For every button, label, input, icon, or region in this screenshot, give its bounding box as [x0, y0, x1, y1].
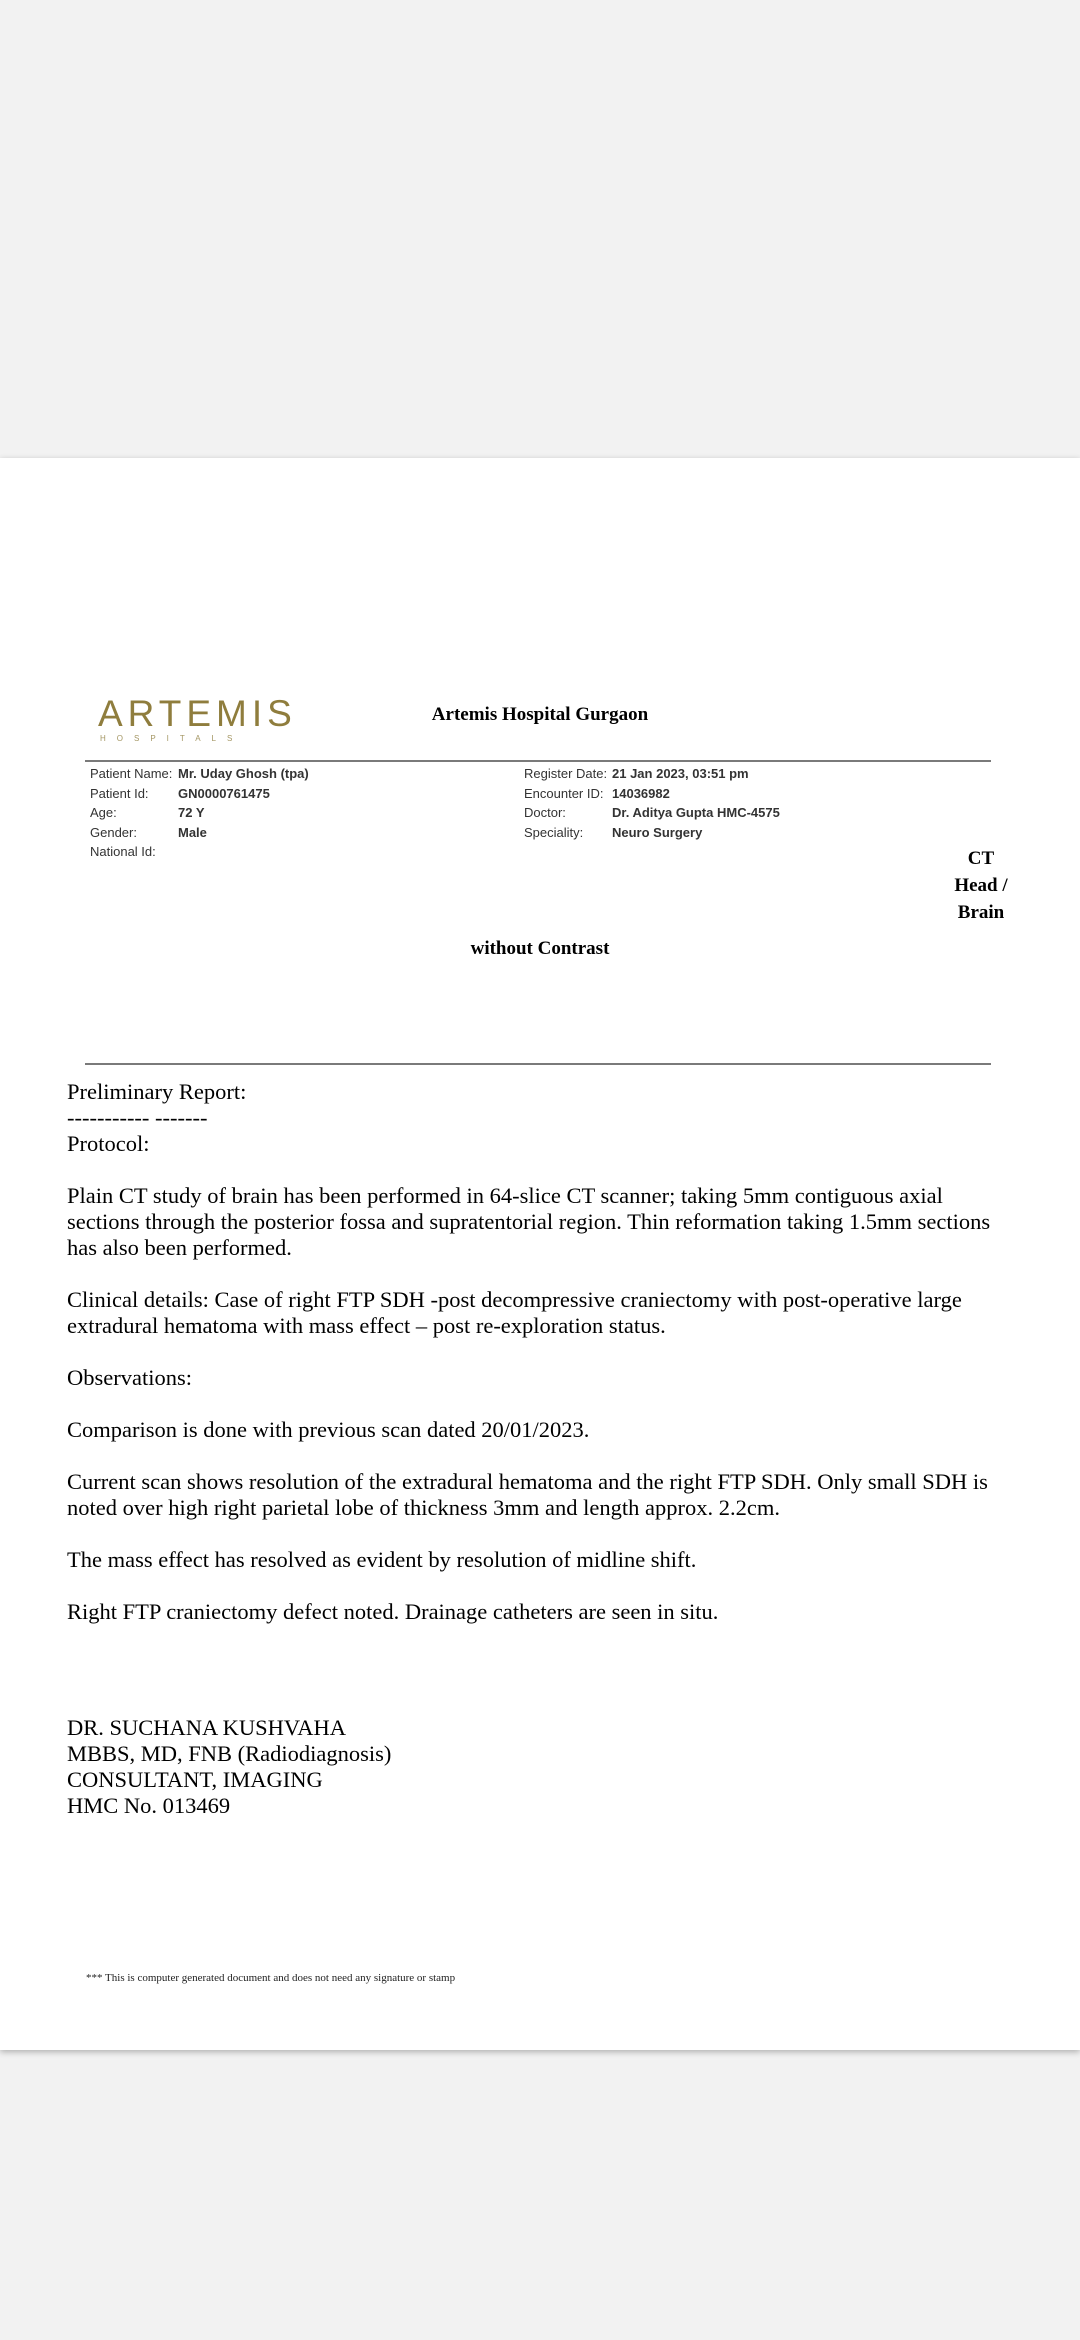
study-title-line: Brain	[957, 902, 1005, 923]
info-label: Patient Name:	[90, 766, 173, 781]
study-title	[930, 845, 1032, 926]
info-label: Age:	[90, 805, 117, 820]
observations-label: Observations:	[67, 1365, 192, 1390]
report-body	[67, 1079, 1017, 1651]
info-value: 21 Jan 2023, 03:51 pm	[612, 766, 749, 781]
signature-block	[67, 1715, 391, 1819]
info-value: GN0000761475	[178, 785, 270, 801]
footer-disclaimer: *** This is computer generated document and does not need any signature or stamp	[86, 1972, 456, 1984]
info-label: Doctor:	[524, 805, 566, 820]
info-row-patient-id	[90, 784, 309, 804]
report-page	[0, 458, 1080, 2050]
info-label: Encounter ID:	[524, 785, 604, 801]
radiologist-registration: HMC No. 013469	[67, 1793, 231, 1818]
radiologist-designation: CONSULTANT, IMAGING	[67, 1767, 323, 1792]
radiologist-name: DR. SUCHANA KUSHVAHA	[67, 1715, 347, 1740]
protocol-label: Protocol:	[67, 1131, 150, 1156]
report-heading-underline: ----------- -------	[67, 1105, 208, 1130]
info-label: Gender:	[90, 824, 137, 840]
info-row-patient-name	[90, 764, 309, 784]
info-row-register-date	[524, 764, 780, 784]
info-label: Speciality:	[524, 824, 584, 840]
info-row-encounter-id	[524, 784, 780, 804]
protocol-text: Plain CT study of brain has been performed in 64-slice CT scanner; taking 5mm contiguous axial sections through the posterior fossa and supratentorial region. Thin reformation taking 1.5mm sections has also been performed.	[67, 1183, 991, 1260]
info-row-speciality	[524, 823, 780, 843]
info-value: 14036982	[612, 785, 670, 801]
logo-wordmark: ARTEMIS	[98, 693, 297, 734]
radiologist-qualifications: MBBS, MD, FNB (Radiodiagnosis)	[67, 1741, 392, 1766]
info-row-gender	[90, 823, 309, 843]
info-row-doctor	[524, 803, 780, 823]
patient-info-right	[524, 764, 780, 842]
observation-item: Right FTP craniectomy defect noted. Drainage catheters are seen in situ.	[67, 1599, 719, 1624]
info-value: 72 Y	[178, 805, 205, 820]
hospital-name: Artemis Hospital Gurgaon	[431, 704, 649, 725]
info-label: Patient Id:	[90, 785, 149, 801]
observation-item: Current scan shows resolution of the extradural hematoma and the right FTP SDH. Only small SDH is noted over high right parietal lobe of thickness 3mm and length approx. 2.2cm.	[67, 1469, 988, 1520]
study-title-line: Head /	[954, 875, 1008, 896]
body-divider	[85, 1063, 991, 1065]
info-label: Register Date:	[524, 766, 608, 781]
logo-subtext: HOSPITALS	[100, 734, 244, 743]
report-heading: Preliminary Report:	[67, 1079, 247, 1104]
study-title-line: CT	[967, 848, 995, 869]
clinical-details: Clinical details: Case of right FTP SDH -post decompressive craniectomy with post-operative large extradural hematoma with mass effect – post re-exploration status.	[67, 1287, 962, 1338]
info-value: Mr. Uday Ghosh (tpa)	[178, 766, 309, 781]
header-divider	[85, 760, 991, 762]
study-subtitle: without Contrast	[470, 938, 610, 959]
observation-item: Comparison is done with previous scan dated 20/01/2023.	[67, 1417, 590, 1442]
info-value: Dr. Aditya Gupta HMC-4575	[612, 805, 780, 820]
info-label: National Id:	[90, 844, 156, 859]
info-value: Neuro Surgery	[612, 824, 703, 840]
observation-item: The mass effect has resolved as evident by resolution of midline shift.	[67, 1547, 697, 1572]
info-value: Male	[178, 824, 207, 840]
info-row-national-id	[90, 842, 309, 862]
info-row-age	[90, 803, 309, 823]
patient-info-left	[90, 764, 309, 862]
